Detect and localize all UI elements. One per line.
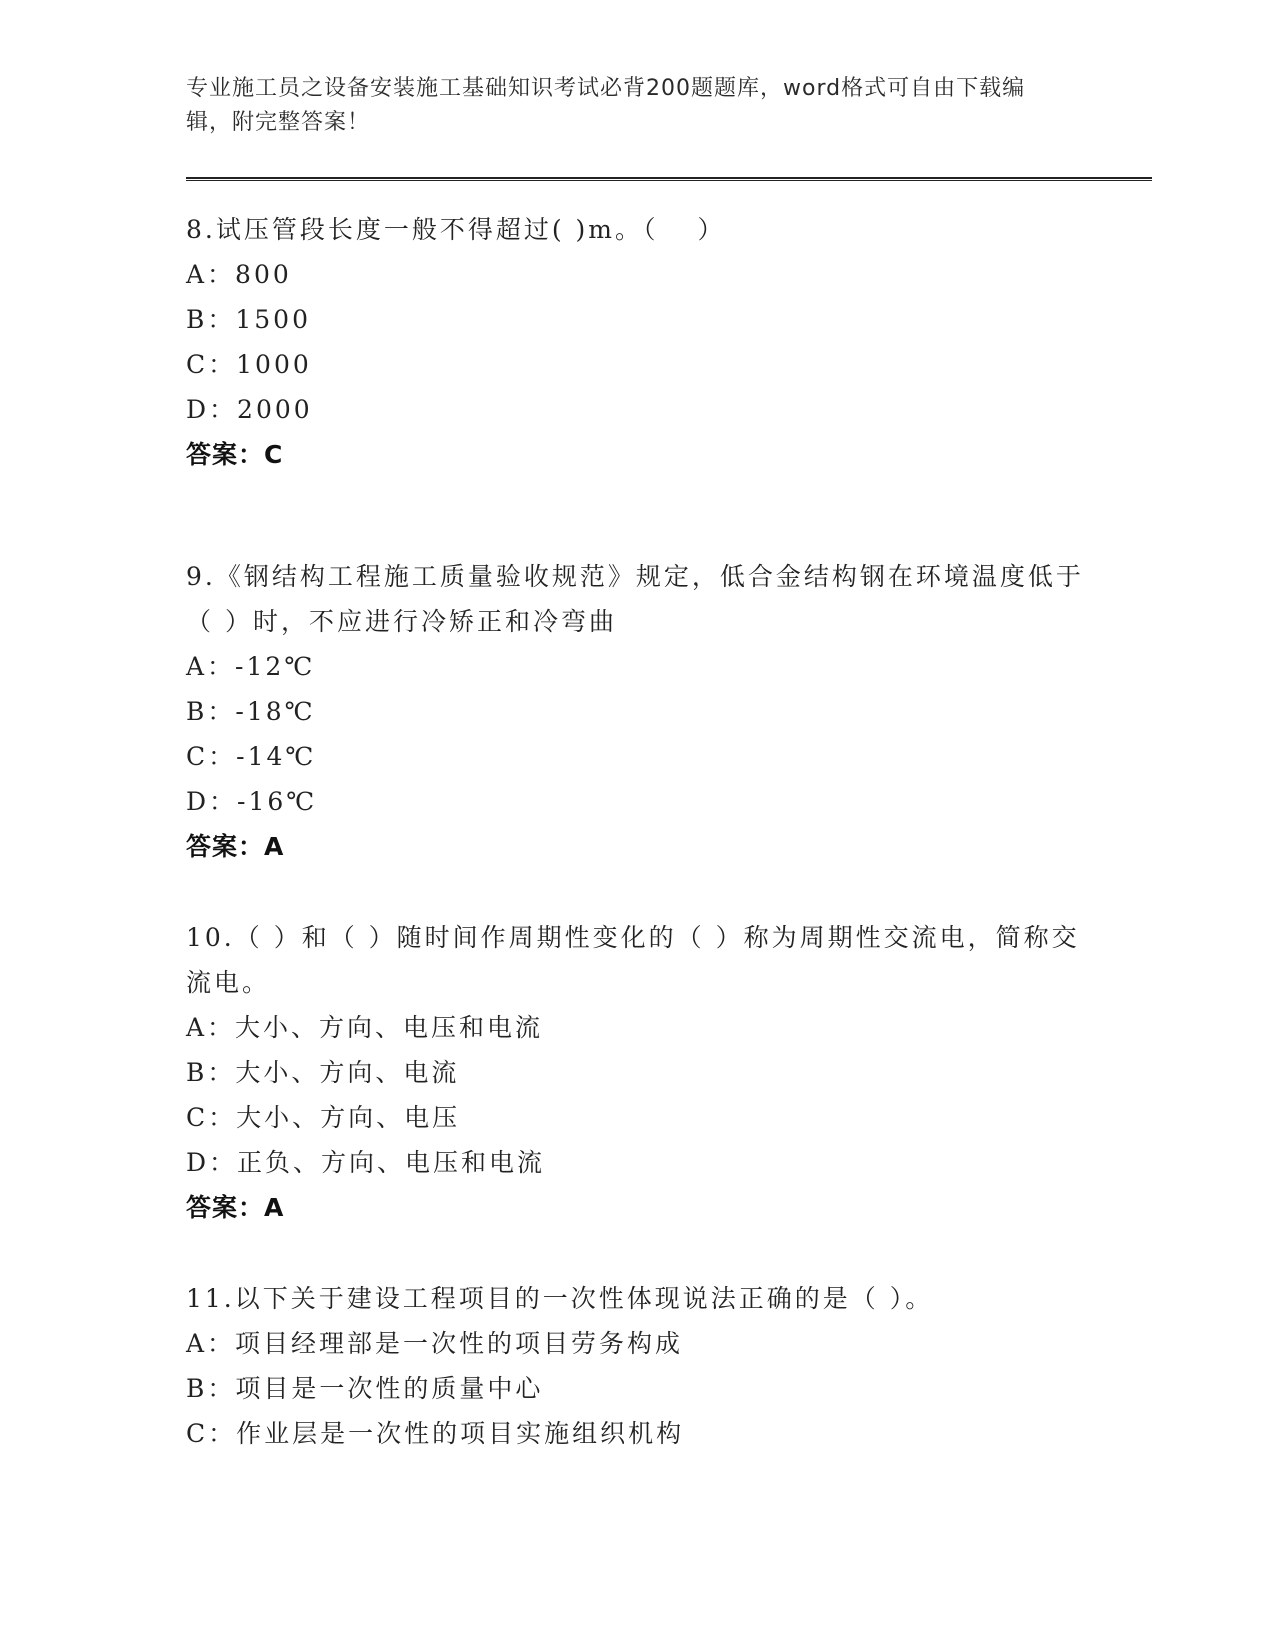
option-b: B：项目是一次性的质量中心 (186, 1374, 544, 1403)
option-a: A：大小、方向、电压和电流 (186, 1013, 544, 1042)
option-c: C：作业层是一次性的项目实施组织机构 (186, 1419, 685, 1448)
option-c: C：1000 (186, 350, 312, 379)
question-9 (186, 554, 1086, 869)
answer: 答案：A (186, 1193, 285, 1222)
question-stem: 8.试压管段长度一般不得超过( )m。（ ） (186, 215, 726, 244)
answer: 答案：C (186, 440, 284, 469)
header-divider (186, 177, 1152, 181)
question-stem: 10.（ ）和（ ）随时间作周期性变化的（ ）称为周期性交流电，简称交流电。 (186, 923, 1080, 997)
option-a: A：-12℃ (186, 652, 316, 681)
question-stem: 11.以下关于建设工程项目的一次性体现说法正确的是（ ）。 (186, 1284, 934, 1313)
option-c: C：大小、方向、电压 (186, 1103, 461, 1132)
answer: 答案：A (186, 832, 285, 861)
option-c: C：-14℃ (186, 742, 317, 771)
document-header-title: 专业施工员之设备安装施工基础知识考试必背200题题库，word格式可自由下载编辑，附完整答案！ (186, 76, 1026, 135)
option-b: B：1500 (186, 305, 311, 334)
option-b: B：-18℃ (186, 697, 316, 726)
option-b: B：大小、方向、电流 (186, 1058, 460, 1087)
option-d: D：正负、方向、电压和电流 (186, 1148, 546, 1177)
question-8 (186, 207, 1086, 477)
option-d: D：2000 (186, 395, 313, 424)
option-a: A：800 (186, 260, 292, 289)
question-11 (186, 1276, 1086, 1456)
option-d: D：-16℃ (186, 787, 318, 816)
question-stem: 9.《钢结构工程施工质量验收规范》规定，低合金结构钢在环境温度低于（ ）时，不应进行冷矫正和冷弯曲 (186, 562, 1084, 636)
question-10 (186, 915, 1086, 1230)
option-a: A：项目经理部是一次性的项目劳务构成 (186, 1329, 684, 1358)
